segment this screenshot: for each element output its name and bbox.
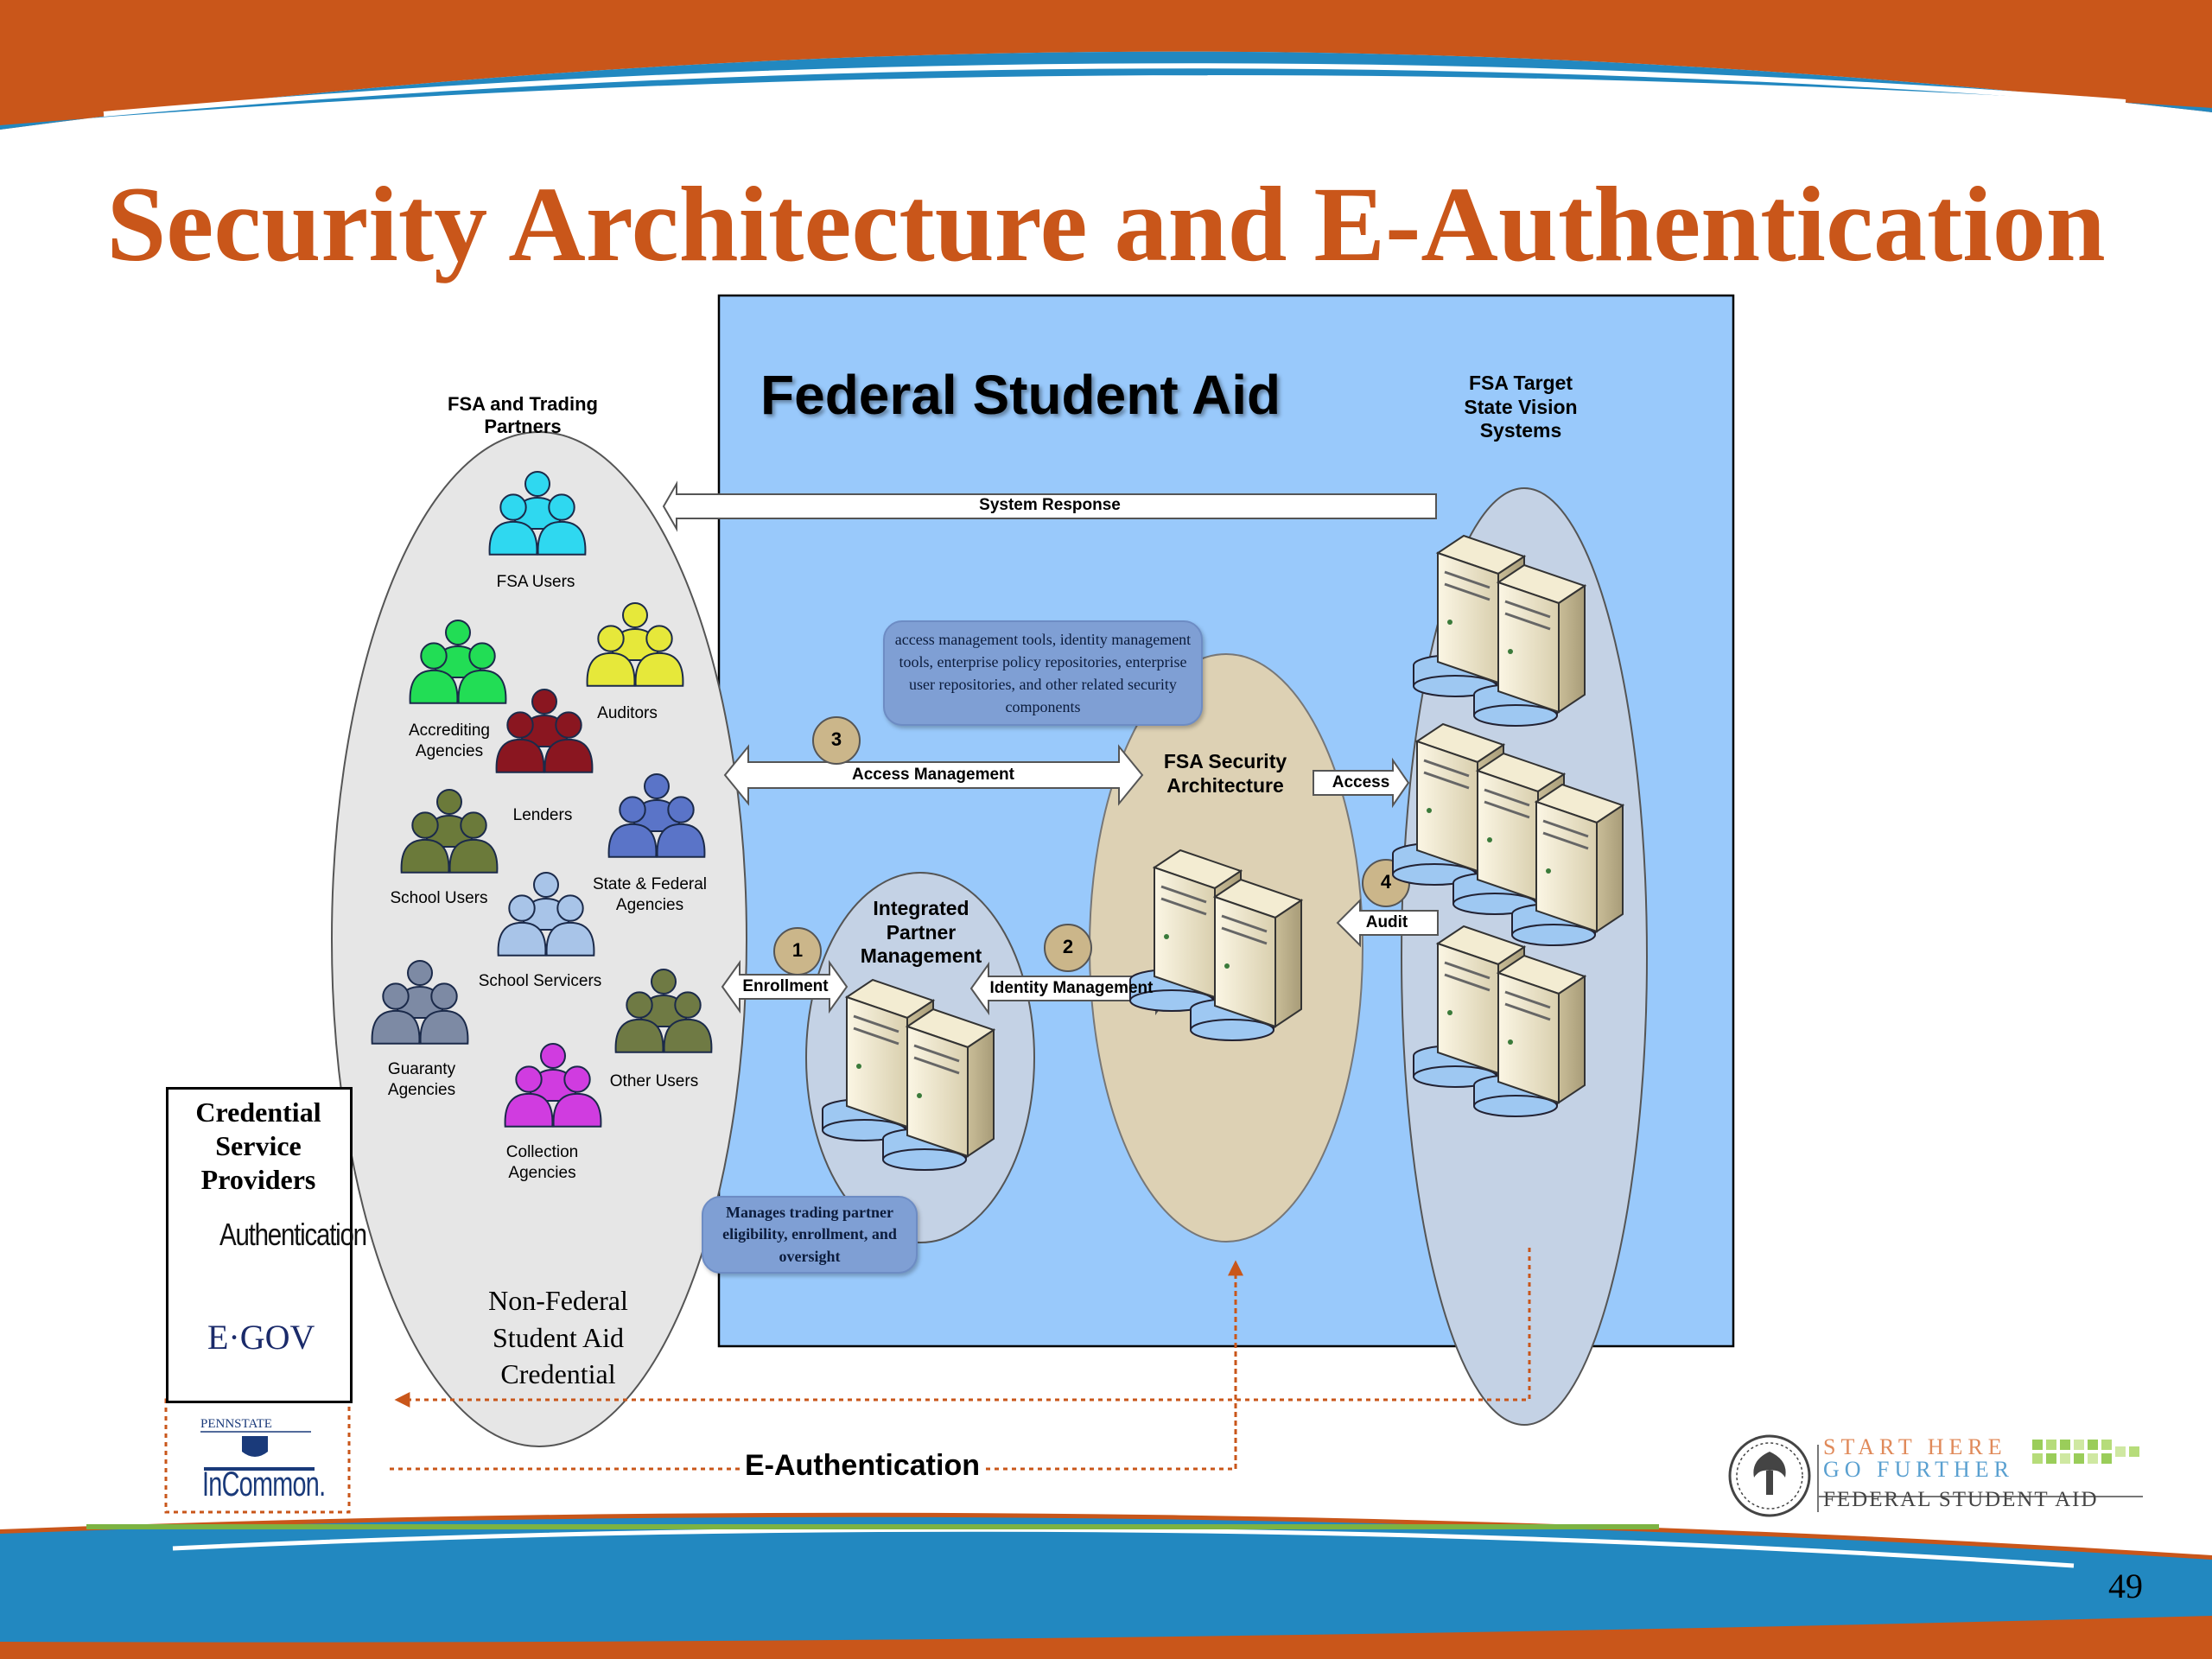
credential-providers-title: Credential Service Providers: [195, 1096, 321, 1196]
target-systems-title: FSA Target State Vision Systems: [1464, 372, 1578, 442]
step-1-badge: 1: [791, 939, 804, 961]
bottom-band: [0, 1513, 2212, 1659]
egov-logo-text: E·GOV: [207, 1318, 315, 1357]
incommon-logo-text: InCommon.: [202, 1465, 326, 1503]
eauth-logo-subtext: SECURE GOVERNMENT ACCESS | ONLINE: [204, 1263, 328, 1269]
group-label-auditors: Auditors: [597, 704, 658, 722]
partners-title: FSA and Trading Partners: [448, 393, 598, 438]
group-label-state-federal: State & Federal Agencies: [592, 875, 708, 914]
tools-callout: access management tools, identity management tools, enterprise policy repositories, enterprise user repositories, and other related security components: [883, 620, 1203, 726]
step-2-badge: 2: [1062, 936, 1074, 957]
group-label-lenders: Lenders: [512, 806, 573, 824]
department-seal: [1730, 1436, 1809, 1516]
group-label-fsa-users: FSA Users: [496, 573, 575, 591]
page-number: 49: [2108, 1567, 2143, 1605]
brand-line-1: START HERE: [1823, 1434, 2007, 1459]
audit-label: Audit: [1365, 913, 1408, 931]
eauth-logo-text: Authentication: [219, 1217, 366, 1252]
partner-management-title: Integrated Partner Management: [860, 897, 982, 968]
step-3-badge: 3: [830, 728, 842, 750]
group-label-collection: Collection Agencies: [505, 1143, 579, 1182]
e-authentication-label: E-Authentication: [741, 1449, 983, 1483]
brand-line-3: FEDERAL STUDENT AID: [1823, 1488, 2099, 1511]
enrollment-label: Enrollment: [742, 977, 829, 995]
pennstate-logo-text: PENNSTATE: [200, 1417, 272, 1431]
access-label: Access: [1332, 773, 1390, 791]
system-response-label: System Response: [979, 496, 1121, 514]
pennstate-logo: [200, 1432, 311, 1457]
group-label-other-users: Other Users: [609, 1072, 699, 1090]
non-federal-credential-label: Non-Federal Student Aid Credential: [488, 1285, 628, 1390]
security-architecture-title: FSA Security Architecture: [1163, 750, 1287, 797]
group-label-school-users: School Users: [390, 889, 488, 907]
slide-title: Security Architecture and E-Authentication: [106, 165, 2106, 283]
group-label-school-servicers: School Servicers: [478, 972, 602, 990]
group-label-accrediting: Accrediting Agencies: [409, 721, 490, 760]
top-band: [0, 0, 2212, 130]
brand-line-2: GO FURTHER: [1823, 1457, 2014, 1482]
step-4-badge: 4: [1380, 871, 1392, 893]
group-label-guaranty: Guaranty Agencies: [387, 1060, 456, 1099]
access-management-label: Access Management: [852, 766, 1014, 784]
fsa-heading: Federal Student Aid: [760, 364, 1281, 426]
identity-management-label: Identity Management: [989, 979, 1154, 997]
manages-callout: Manages trading partner eligibility, enrollment, and oversight: [702, 1196, 918, 1274]
